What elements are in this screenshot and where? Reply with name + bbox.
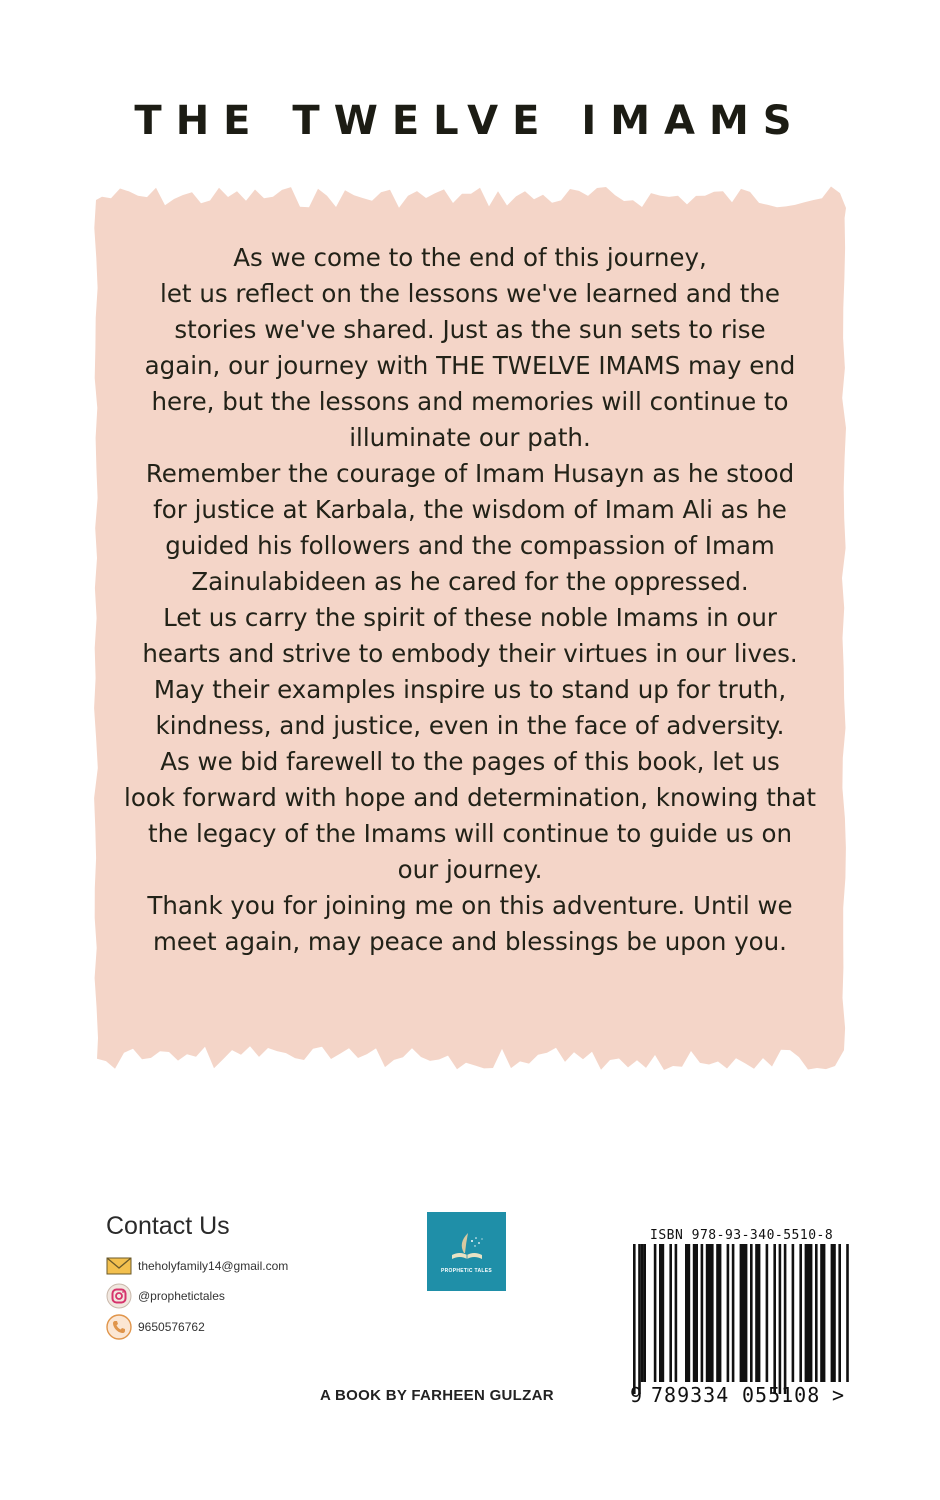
- contact-instagram[interactable]: [106, 1283, 225, 1309]
- closing-message: [100, 240, 840, 960]
- ean-left-digits: 789334: [651, 1383, 730, 1407]
- barcode-bar: [701, 1244, 704, 1382]
- ean-right-digits: 055108: [742, 1383, 821, 1407]
- ean-first-digit: 9: [630, 1383, 643, 1407]
- isbn-label: ISBN 978-93-340-5510-8: [650, 1228, 834, 1243]
- barcode-bar: [766, 1244, 769, 1382]
- barcode-bar: [659, 1244, 664, 1382]
- instagram-text: @prophetictales: [138, 1289, 225, 1303]
- barcode-bar: [740, 1244, 748, 1382]
- barcode-bar: [792, 1244, 795, 1382]
- barcode-bar: [805, 1244, 813, 1382]
- ean-quiet-mark: >: [832, 1383, 845, 1407]
- barcode-bar: [654, 1244, 657, 1382]
- mail-icon: [106, 1253, 132, 1279]
- book-title: THE TWELVE IMAMS: [134, 98, 806, 144]
- message-line: illuminate our path.: [349, 423, 591, 452]
- message-line: Remember the courage of Imam Husayn as he stood: [145, 459, 795, 488]
- phone-icon: [106, 1314, 132, 1340]
- message-line: stories we've shared. Just as the sun sets to rise: [174, 315, 766, 344]
- message-line: Thank you for joining me on this adventure. Until we: [147, 891, 793, 920]
- barcode-bar: [779, 1244, 782, 1394]
- message-line: May their examples inspire us to stand up for truth,: [153, 675, 787, 704]
- barcode-bar: [732, 1244, 735, 1382]
- barcode-bar: [633, 1244, 636, 1394]
- message-line: Let us carry the spirit of these noble Imams in our: [163, 603, 777, 632]
- barcode-bar: [669, 1244, 672, 1382]
- barcode-bar: [799, 1244, 802, 1382]
- barcode-bar: [820, 1244, 825, 1382]
- message-line: our journey.: [397, 855, 543, 884]
- phone-text: 9650576762: [138, 1320, 205, 1334]
- message-line: Zainulabideen as he cared for the oppressed.: [191, 567, 749, 596]
- publisher-logo: [427, 1212, 506, 1291]
- barcode-bar: [838, 1244, 841, 1382]
- barcode-bar: [643, 1244, 646, 1382]
- email-text: theholyfamily14@gmail.com: [138, 1259, 289, 1273]
- barcode-bar: [716, 1244, 721, 1382]
- message-line: guided his followers and the compassion of Imam: [165, 531, 775, 560]
- message-line: let us reflect on the lessons we've learned and the: [160, 279, 780, 308]
- barcode-bar: [706, 1244, 714, 1382]
- publisher-name: PROPHETIC TALES: [440, 1268, 493, 1274]
- barcode-bar: [846, 1244, 849, 1382]
- barcode-bar: [755, 1244, 760, 1382]
- barcode-bar: [773, 1244, 776, 1394]
- barcode-bar: [675, 1244, 678, 1382]
- message-line: here, but the lessons and memories will continue to: [151, 387, 789, 416]
- barcode-bar: [815, 1244, 818, 1382]
- message-line: the legacy of the Imams will continue to guide us on: [148, 819, 792, 848]
- instagram-icon: [106, 1283, 132, 1309]
- message-line: look forward with hope and determination, knowing that: [124, 783, 816, 812]
- barcode-bar: [685, 1244, 690, 1382]
- author-credit: A BOOK BY FARHEEN GULZAR: [320, 1387, 554, 1404]
- message-line: As we bid farewell to the pages of this book, let us: [160, 747, 780, 776]
- barcode-bar: [784, 1244, 787, 1394]
- barcode-bar: [727, 1244, 730, 1382]
- book-quill-icon: [442, 1229, 492, 1265]
- message-line: kindness, and justice, even in the face of adversity.: [155, 711, 785, 740]
- message-line: hearts and strive to embody their virtues in our lives.: [142, 639, 798, 668]
- contact-heading: Contact Us: [106, 1212, 230, 1240]
- message-line: again, our journey with THE TWELVE IMAMS may end: [144, 351, 796, 380]
- message-line: meet again, may peace and blessings be upon you.: [153, 927, 787, 956]
- barcode-bar: [638, 1244, 641, 1394]
- barcode-bar: [693, 1244, 698, 1382]
- contact-email[interactable]: [106, 1253, 288, 1279]
- contact-phone[interactable]: [106, 1314, 205, 1340]
- barcode-bar: [831, 1244, 836, 1382]
- isbn-barcode: [625, 1244, 855, 1406]
- message-line: for justice at Karbala, the wisdom of Imam Ali as he: [153, 495, 787, 524]
- message-line: As we come to the end of this journey,: [233, 243, 707, 272]
- barcode-bar: [750, 1244, 753, 1382]
- barcode-bar: [641, 1244, 644, 1382]
